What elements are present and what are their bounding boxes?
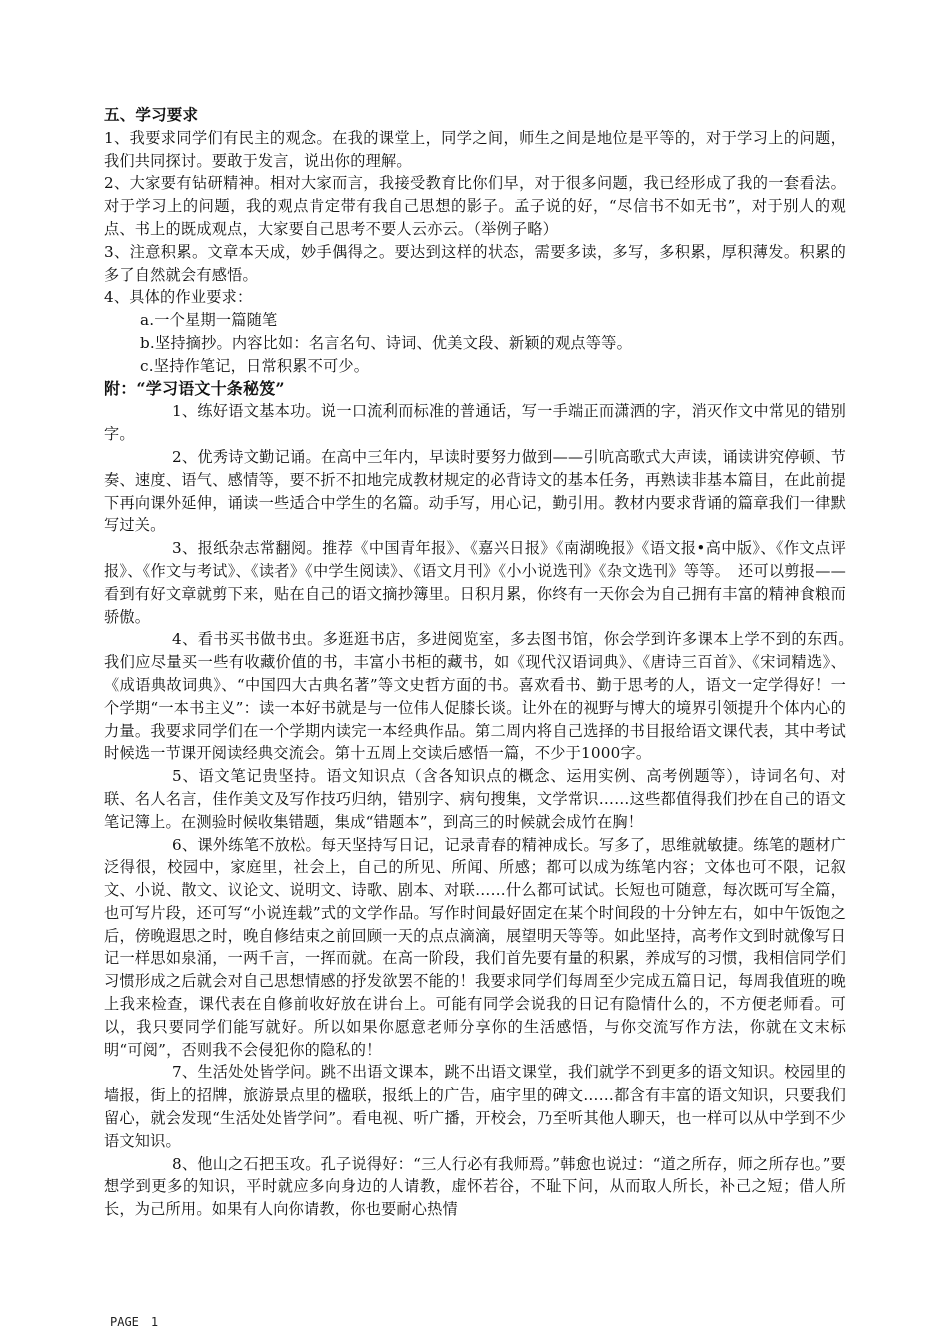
sub-item-c: c.坚持作笔记，日常积累不可少。 <box>140 356 370 375</box>
sub-item-b: b.坚持摘抄。内容比如：名言名句、诗词、优美文段、新颖的观点等等。 <box>140 333 632 352</box>
appendix-title: 附：“学习语文十条秘笈” <box>104 378 285 398</box>
tip-5: 5、语文笔记贵坚持。语文知识点（含各知识点的概念、运用实例、高考例题等），诗词名句、对联、名人名言，佳作美文及写作技巧归纳，错别字、病句搜集，文学常识……这些都值得我们抄在自己的语文笔记簿上。在测验时候收集错题，集成“错题本”，到高三的时候就会成竹在胸！ <box>104 767 846 831</box>
tip-4: 4、看书买书做书虫。多逛逛书店，多进阅览室，多去图书馆，你会学到许多课本上学不到的东西。 我们应尽量买一些有收藏价值的书，丰富小书柜的藏书，如《现代汉语词典》、《唐诗三百首》、《宋词精选》、《成语典故词典》、“中国四大古典名著”等文史哲方面的书。喜欢看书、勤于思考的人，语文一定学得好！一个学期“一本书主义”：读一本好书就是与一位伟人促膝长谈。让外在的视野与博大的境界引领提升个体内心的力量。我要求同学们在一个学期内读完一本经典作品。第二周内将自己选择的书目报给语文课代表，其中考试时候选一节课开阅读经典交流会。第十五周上交读后感悟一篇，不少于1000字。 <box>104 630 862 763</box>
section-title: 五、学习要求 <box>104 105 199 124</box>
document-body <box>104 104 862 1221</box>
tip-8: 8、他山之石把玉攻。孔子说得好：“三人行必有我师焉。”韩愈也说过：“道之所存，师之所存也。”要想学到更多的知识，平时就应多向身边的人请教，虚怀若谷，不耻下问，从而取人所长，补己之短；借人所长，为己所用。如果有人向你请教，你也要耐心热情 <box>104 1154 846 1219</box>
requirement-1: 1、我要求同学们有民主的观念。在我的课堂上，同学之间，师生之间是地位是平等的，对于学习上的问题，我们共同探讨。要敢于发言，说出你的理解。 <box>104 128 846 170</box>
sub-item-a: a.一个星期一篇随笔 <box>140 311 278 330</box>
requirement-3: 3、注意积累。文章本天成，妙手偶得之。要达到这样的状态，需要多读，多写，多积累，厚积薄发。积累的多了自然就会有感悟。 <box>104 242 846 284</box>
requirement-2: 2、大家要有钻研精神。相对大家而言，我接受教育比你们早，对于很多问题，我已经形成了我的一套看法。对于学习上的问题，我的观点肯定带有我自己思想的影子。孟子说的好，“尽信书不如无书”，对于别人的观点、书上的既成观点，大家要自己思考不要人云亦云。（举例子略） <box>104 174 846 238</box>
tip-3: 3、报纸杂志常翻阅。推荐《中国青年报》、《嘉兴日报》《南湖晚报》《语文报•高中版》、《作文点评报》、《作文与考试》、《读者》《中学生阅读》、《语文月刊》《小小说选刊》《杂文选刊》等等。 还可以剪报——看到有好文章就剪下来，贴在自己的语文摘抄簿里。日积月累，你终有一天你会为自己拥有丰富的精神食粮而骄傲。 <box>104 539 846 626</box>
page-footer: PAGE 1 <box>110 1315 159 1329</box>
tip-1: 1、练好语文基本功。说一口流利而标准的普通话，写一手端正而潇洒的字，消灭作文中常见的错别字。 <box>104 402 846 444</box>
tip-2: 2、优秀诗文勤记诵。在高中三年内，早读时要努力做到——引吭高歌式大声读，诵读讲究停顿、节奏、速度、语气、感情等，要不折不扣地完成教材规定的必背诗文的基本任务，再熟读非基本篇目，在此前提下再向课外延伸，诵读一些适合中学生的名篇。动手写，用心记，勤引用。教材内要求背诵的篇章我们一律默写过关。 <box>104 447 846 535</box>
tip-6: 6、课外练笔不放松。每天坚持写日记，记录青春的精神成长。写多了，思维就敏捷。练笔的题材广泛得很，校园中，家庭里，社会上，自己的所见、所闻、所感；都可以成为练笔内容；文体也可不限，记叙文、小说、散文、议论文、说明文、诗歌、剧本、对联……什么都可试试。长短也可随意，每次既可写全篇，也可写片段，还可写“小说连载”式的文学作品。写作时间最好固定在某个时间段的十分钟左右，如中午饭饱之后，傍晚遐思之时，晚自修结束之前回顾一天的点点滴滴，展望明天等等。如此坚持，高考作文到时就像写日记一样思如泉涌，一两千言，一挥而就。在高一阶段，我们首先要有量的积累，养成写的习惯，我相信同学们习惯形成之后就会对自己思想情感的抒发欲罢不能的！我要求同学们每周至少完成五篇日记，每周我值班的晚上我来检查，课代表在自修前收好放在讲台上。可能有同学会说我的日记有隐情什么的，不方便老师看。可以，我只要同学们能写就好。所以如果你愿意老师分享你的生活感悟，与你交流写作方法，你就在文末标明“可阅”，否则我不会侵犯你的隐私的！ <box>104 835 846 1059</box>
tip-7: 7、生活处处皆学问。跳不出语文课本，跳不出语文课堂，我们就学不到更多的语文知识。校园里的墙报，街上的招牌，旅游景点里的楹联，报纸上的广告，庙宇里的碑文……都含有丰富的语文知识，只要我们留心，就会发现“生活处处皆学问”。看电视、听广播，开校会，乃至听其他人聊天，也一样可以从中学到不少语文知识。 <box>104 1063 846 1150</box>
requirement-4: 4、具体的作业要求： <box>104 288 253 307</box>
